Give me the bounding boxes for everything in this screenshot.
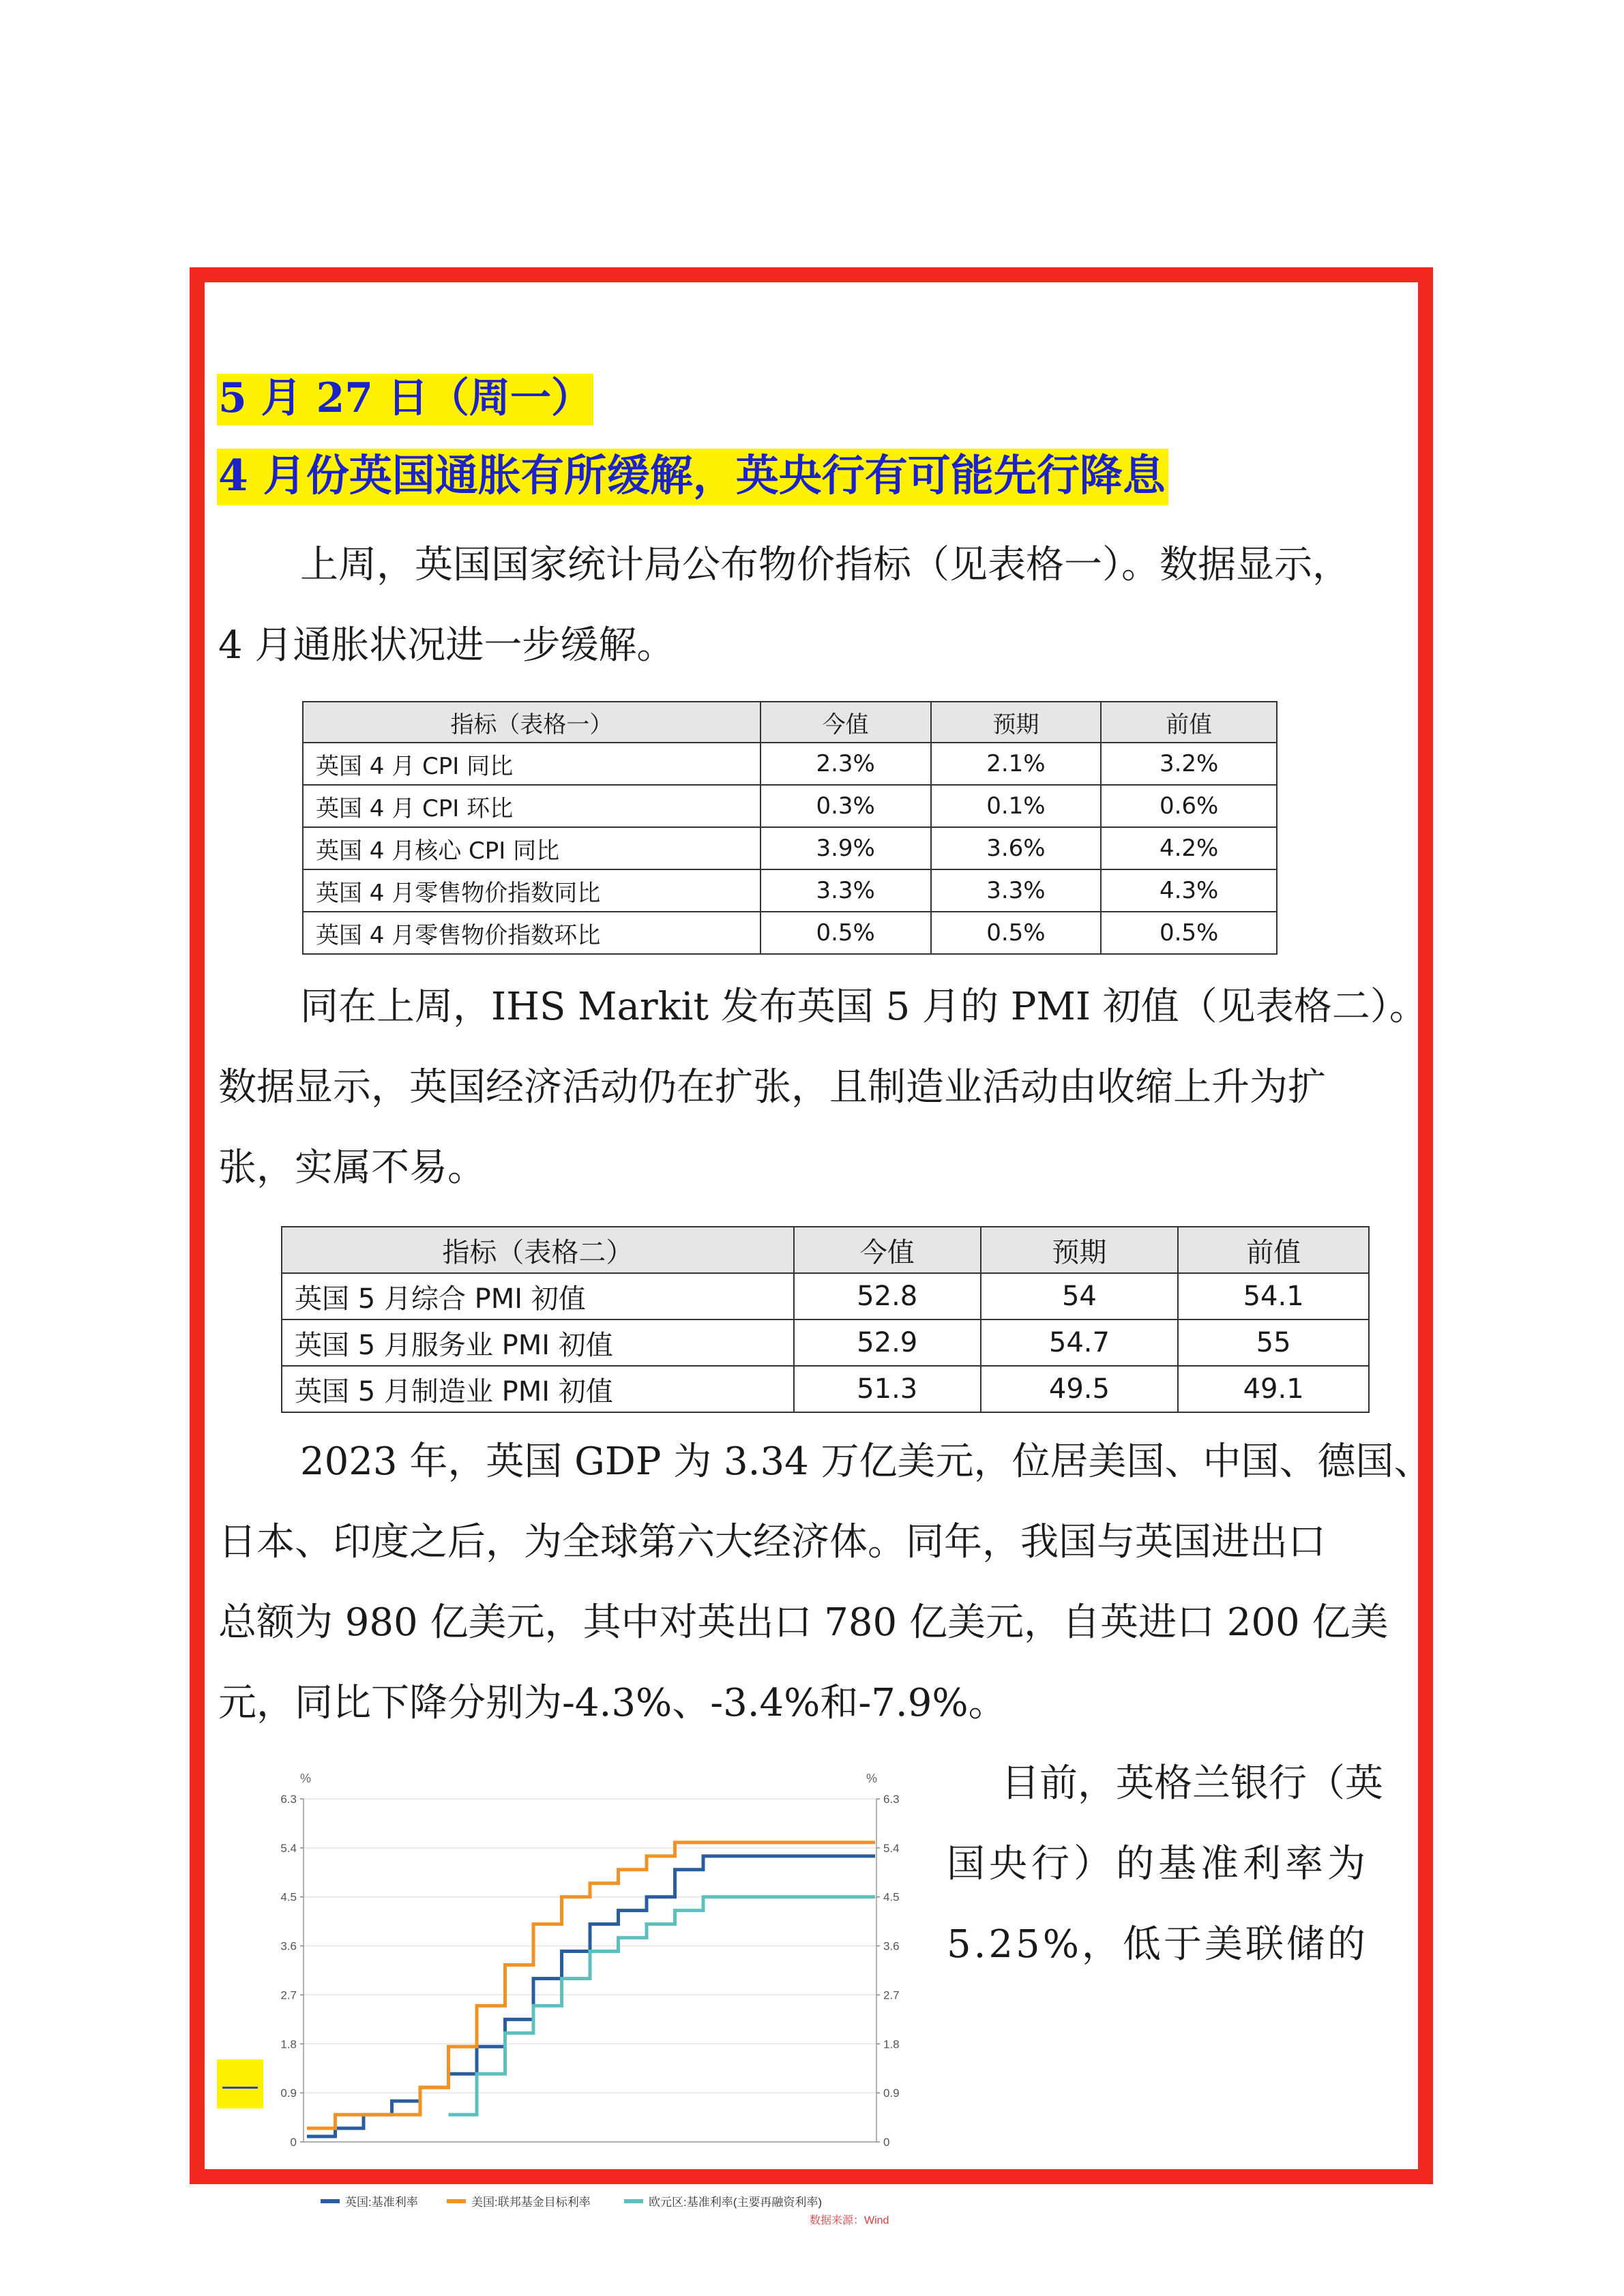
table-header-row (303, 702, 1277, 743)
series-line-ez (449, 1897, 876, 2115)
table-cell: 英国 4 月核心 CPI 同比 (303, 827, 761, 869)
y-tick-label-left: 5.4 (280, 1841, 297, 1855)
paragraph-line: 日本、印度之后，为全球第六大经济体。同年，我国与英国进出口 (218, 1520, 1326, 1564)
table-cell: 0.6% (1101, 785, 1277, 827)
paragraph-line: 目前，英格兰银行（英 (1001, 1761, 1383, 1806)
table-cell: 52.8 (794, 1273, 981, 1320)
header-cell: 今值 (761, 702, 931, 743)
table-cell: 英国 5 月制造业 PMI 初值 (282, 1366, 794, 1412)
highlight-marker (217, 2059, 263, 2108)
legend-label: 美国:联邦基金目标利率 (471, 2196, 591, 2209)
table-row (282, 1273, 1369, 1320)
y-tick-label-right: 4.5 (883, 1890, 900, 1904)
table-cell: 4.3% (1101, 869, 1277, 912)
y-tick-label-right: 5.4 (883, 1841, 900, 1855)
table-row (303, 912, 1277, 954)
table-cell: 3.3% (761, 869, 931, 912)
y-tick-label-left: 2.7 (280, 1988, 297, 2002)
header-cell: 前值 (1178, 1227, 1369, 1273)
date-heading: 5 月 27 日（周一） (217, 374, 593, 426)
right-unit-label: % (866, 1772, 878, 1785)
table-cell: 英国 5 月综合 PMI 初值 (282, 1273, 794, 1320)
paragraph-line: 2023 年，英国 GDP 为 3.34 万亿美元，位居美国、中国、德国、 (300, 1440, 1432, 1484)
table-row (282, 1320, 1369, 1366)
table-cell: 49.5 (981, 1366, 1179, 1412)
y-tick-label-right: 6.3 (883, 1793, 900, 1806)
legend-swatch-ez (624, 2199, 643, 2203)
header-cell: 指标（表格一） (303, 702, 761, 743)
y-tick-label-left: 6.3 (280, 1793, 297, 1806)
table-cell: 2.3% (761, 743, 931, 785)
legend-uk (321, 2192, 418, 2209)
table-row (282, 1366, 1369, 1412)
interest-rate-chart (205, 1765, 969, 2222)
header-cell: 今值 (794, 1227, 981, 1273)
table-cell: 51.3 (794, 1366, 981, 1412)
table-cell: 0.5% (761, 912, 931, 954)
table-cell: 英国 5 月服务业 PMI 初值 (282, 1320, 794, 1366)
paragraph-line: 张，实属不易。 (218, 1146, 486, 1190)
table-cell: 54.7 (981, 1320, 1179, 1366)
paragraph-line: 上周，英国国家统计局公布物价指标（见表格一）。数据显示， (300, 543, 1350, 587)
paragraph-line: 4 月通胀状况进一步缓解。 (218, 623, 675, 668)
y-tick-label-right: 2.7 (883, 1988, 900, 2002)
table-cell: 0.5% (931, 912, 1102, 954)
paragraph-line: 总额为 980 亿美元，其中对英出口 780 亿美元，自英进口 200 亿美 (218, 1600, 1389, 1645)
series-line-us (307, 1843, 875, 2128)
paragraph-line: 同在上周，IHS Markit 发布英国 5 月的 PMI 初值（见表格二）。 (300, 985, 1428, 1029)
table-cell: 54.1 (1178, 1273, 1369, 1320)
table-cell: 英国 4 月零售物价指数同比 (303, 869, 761, 912)
table-header-row (282, 1227, 1369, 1273)
table-cell: 3.6% (931, 827, 1102, 869)
chart-series (307, 1843, 875, 2136)
table-cell: 3.9% (761, 827, 931, 869)
header-cell: 预期 (981, 1227, 1179, 1273)
left-unit-label: % (300, 1772, 312, 1785)
y-tick-label-left: 0.9 (280, 2087, 297, 2100)
y-tick-label-left: 0 (290, 2136, 297, 2149)
legend-swatch-uk (321, 2199, 340, 2203)
table-cell: 0.3% (761, 785, 931, 827)
table-cell: 3.3% (931, 869, 1102, 912)
paragraph-line: 5.25%，低于美联储的 (947, 1922, 1368, 1967)
chart-source: 数据来源：Wind (810, 2215, 889, 2226)
header-cell: 指标（表格二） (282, 1227, 794, 1273)
table-cell: 英国 4 月 CPI 同比 (303, 743, 761, 785)
table-cell: 3.2% (1101, 743, 1277, 785)
y-tick-label-right: 1.8 (883, 2038, 900, 2051)
table-cell: 0.1% (931, 785, 1102, 827)
y-tick-label-left: 3.6 (280, 1939, 297, 1953)
table-cell: 52.9 (794, 1320, 981, 1366)
table-cell: 英国 4 月零售物价指数环比 (303, 912, 761, 954)
paragraph-line: 国央行）的基准利率为 (947, 1842, 1370, 1886)
header-cell: 预期 (931, 702, 1102, 743)
table-cell: 2.1% (931, 743, 1102, 785)
y-tick-label-right: 0.9 (883, 2087, 900, 2100)
table-cell: 54 (981, 1273, 1179, 1320)
legend-ez (624, 2192, 822, 2209)
table-one (302, 701, 1278, 955)
y-tick-label-right: 0 (883, 2136, 890, 2149)
table-cell: 4.2% (1101, 827, 1277, 869)
table-cell: 49.1 (1178, 1366, 1369, 1412)
table-two (281, 1226, 1370, 1413)
y-tick-label-left: 4.5 (280, 1890, 297, 1904)
paragraph-line: 元，同比下降分别为-4.3%、-3.4%和-7.9%。 (218, 1681, 1007, 1725)
y-tick-label-right: 3.6 (883, 1939, 900, 1953)
legend-label: 英国:基准利率 (345, 2196, 418, 2209)
table-cell: 英国 4 月 CPI 环比 (303, 785, 761, 827)
table-row (303, 827, 1277, 869)
table-row (303, 785, 1277, 827)
article-title: 4 月份英国通胀有所缓解，英央行有可能先行降息 (217, 449, 1168, 505)
table-cell: 0.5% (1101, 912, 1277, 954)
table-row (303, 869, 1277, 912)
legend-swatch-us (447, 2199, 466, 2203)
table-row (303, 743, 1277, 785)
table-cell: 55 (1178, 1320, 1369, 1366)
legend-label: 欧元区:基准利率(主要再融资利率) (649, 2196, 823, 2209)
y-tick-label-left: 1.8 (280, 2038, 297, 2051)
paragraph-line: 数据显示，英国经济活动仍在扩张，且制造业活动由收缩上升为扩 (218, 1065, 1326, 1109)
legend-us (447, 2192, 591, 2209)
header-cell: 前值 (1101, 702, 1277, 743)
